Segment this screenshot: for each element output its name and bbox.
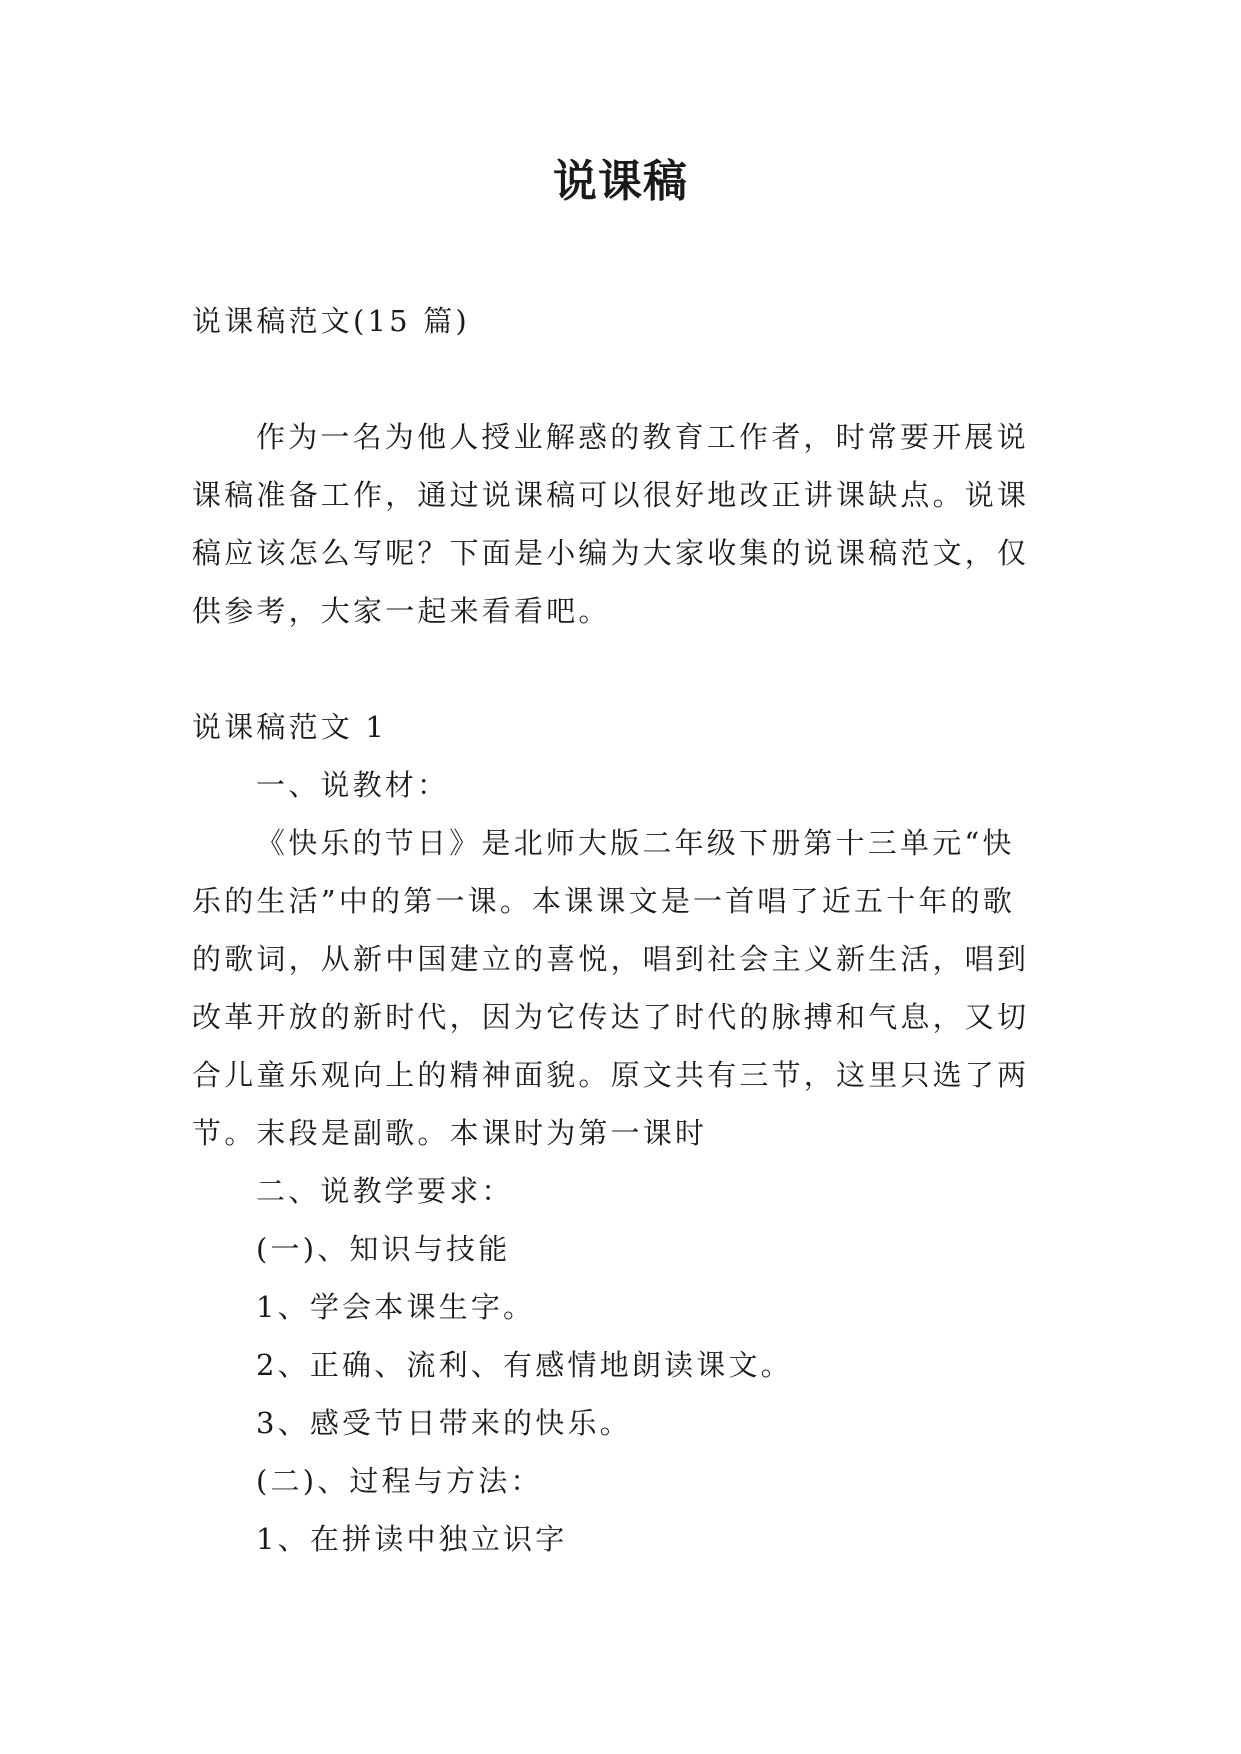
paragraph-line: 《快乐的节日》是北师大版二年级下册第十三单元“快	[256, 826, 1015, 860]
list-item: 1、学会本课生字。	[256, 1290, 536, 1324]
section-heading: 说课稿范文 1	[192, 710, 388, 744]
subsection-heading: (一)、知识与技能	[256, 1232, 511, 1266]
intro-line: 稿应该怎么写呢？下面是小编为大家收集的说课稿范文，仅	[192, 536, 1030, 570]
intro-line: 课稿准备工作，通过说课稿可以很好地改正讲课缺点。说课	[192, 478, 1030, 512]
intro-line: 作为一名为他人授业解惑的教育工作者，时常要开展说	[256, 420, 1029, 454]
paragraph-line: 合儿童乐观向上的精神面貌。原文共有三节，这里只选了两	[192, 1058, 1030, 1092]
paragraph-line: 乐的生活”中的第一课。本课课文是一首唱了近五十年的歌	[192, 884, 1016, 918]
part-heading: 二、说教学要求：	[256, 1174, 514, 1208]
intro-paragraph	[192, 408, 1048, 640]
paragraph-line: 改革开放的新时代，因为它传达了时代的脉搏和气息，又切	[192, 1000, 1030, 1034]
textbook-paragraph	[192, 814, 1048, 1162]
paragraph-line: 节。末段是副歌。本课时为第一课时	[192, 1116, 708, 1150]
paragraph-line: 的歌词，从新中国建立的喜悦，唱到社会主义新生活，唱到	[192, 942, 1030, 976]
spacer	[192, 350, 1048, 408]
document-body	[192, 292, 1048, 1568]
subsection-heading: (二)、过程与方法：	[256, 1464, 543, 1498]
document-subtitle: 说课稿范文(15 篇)	[192, 304, 470, 338]
spacer	[192, 640, 1048, 698]
part-heading: 一、说教材：	[256, 768, 450, 802]
document-title: 说课稿	[553, 156, 688, 207]
list-item: 2、正确、流利、有感情地朗读课文。	[256, 1348, 793, 1382]
list-item: 3、感受节日带来的快乐。	[256, 1406, 632, 1440]
list-item: 1、在拼读中独立识字	[256, 1522, 568, 1556]
intro-line: 供参考，大家一起来看看吧。	[192, 594, 611, 628]
